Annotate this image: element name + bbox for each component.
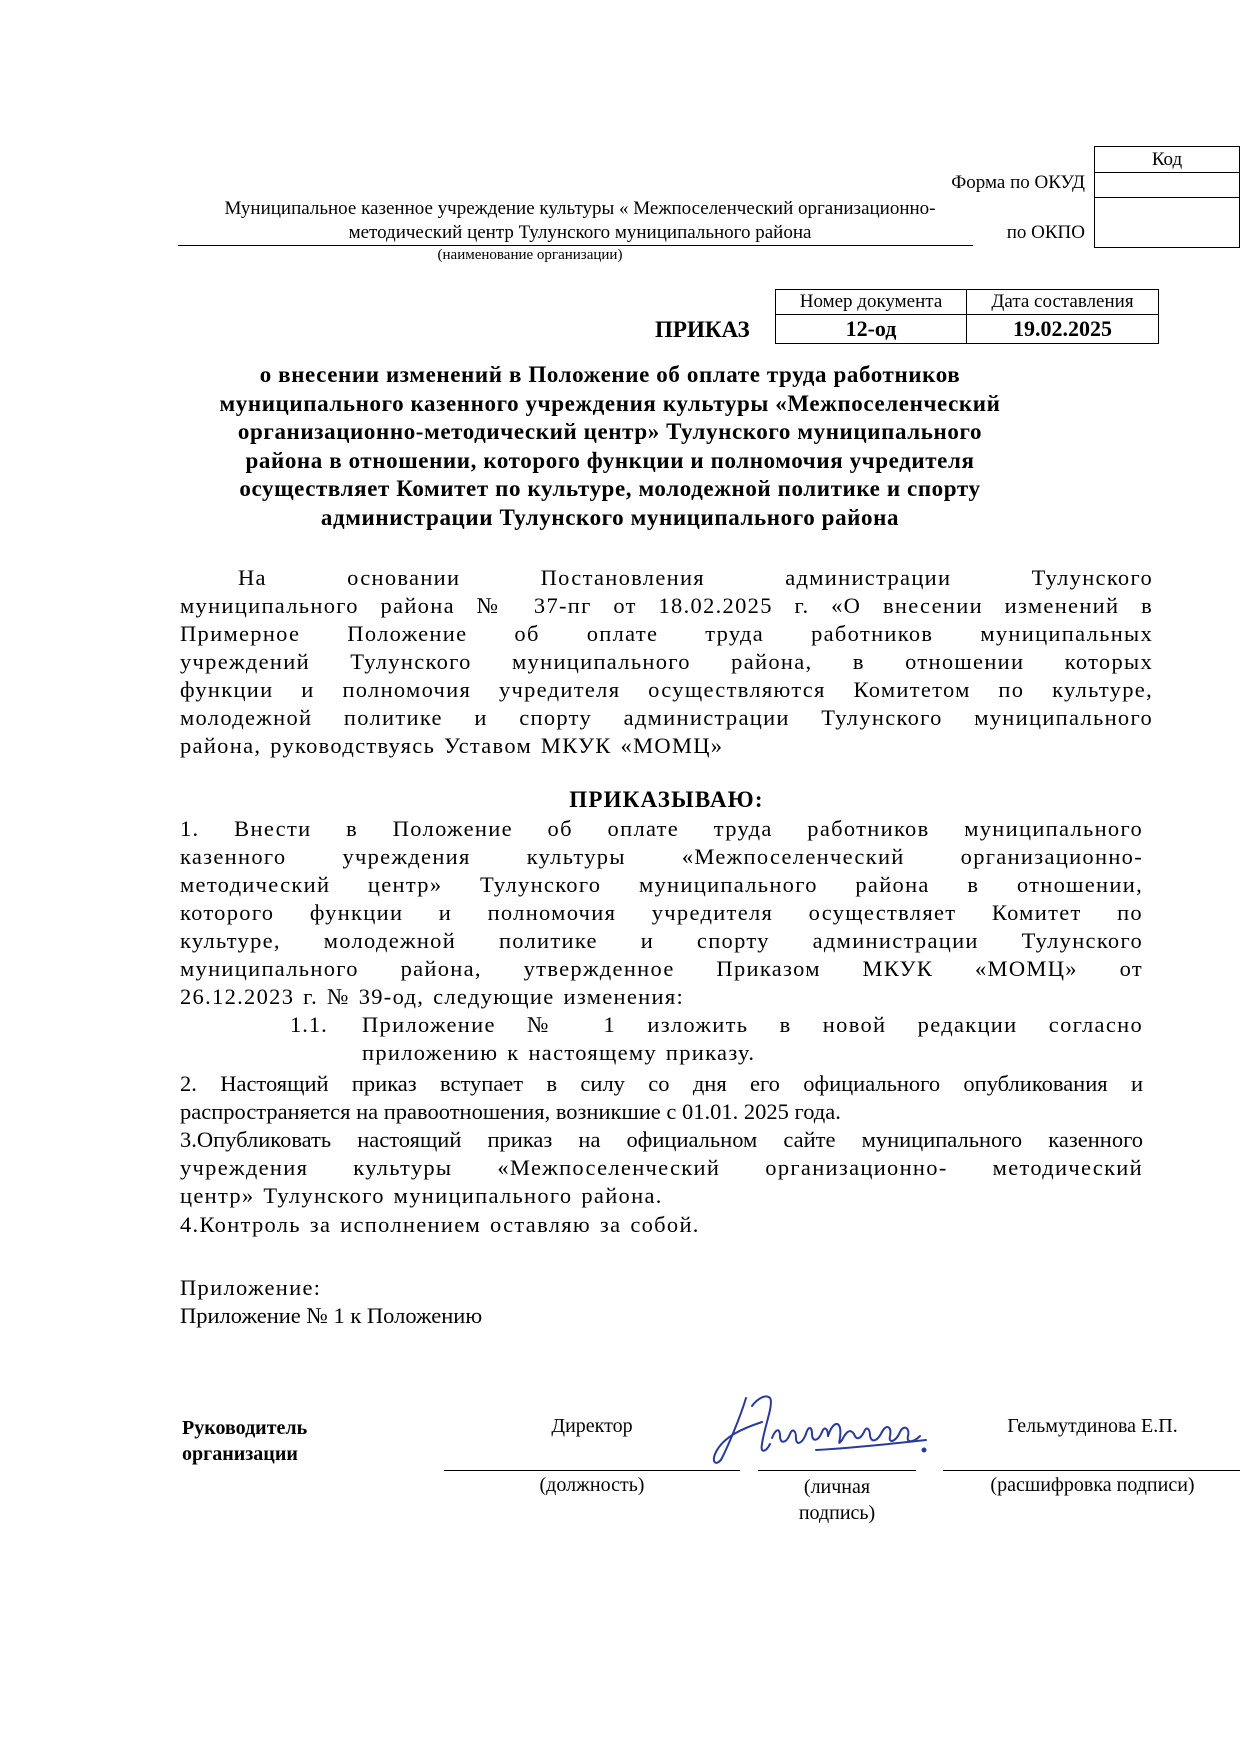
position-line [444, 1470, 740, 1471]
item1-line: казенного учреждения культуры «Межпоселенческий организационно- [180, 844, 1143, 869]
okpo-label: по ОКПО [1006, 222, 1085, 243]
title-line: организационно-методический центр» Тулунского муниципального [237, 419, 983, 444]
doc-number: 12-од [776, 315, 967, 344]
title-line: муниципального казенного учреждения культуры «Межпоселенческий [219, 390, 1001, 416]
item3-line: 3.Опубликовать настоящий приказ на официальном сайте муниципального казенного [180, 1127, 1143, 1152]
doc-number-header: Номер документа [776, 290, 967, 315]
item1-line: которого функции и полномочия учредителя осуществляет Комитет по [180, 900, 1143, 925]
item11-line: Приложение № 1 изложить в новой редакции согласно [362, 1012, 1143, 1037]
handwritten-signature [700, 1388, 950, 1472]
doc-number-table [775, 289, 1159, 344]
attachments-item: Приложение № 1 к Положению [180, 1303, 483, 1328]
caption-position: (должность) [539, 1474, 645, 1496]
caption-signature-line: подпись) [798, 1502, 876, 1524]
preamble-line: учреждений Тулунского муниципального района, в отношении которых [180, 649, 1153, 674]
item2-line: распространяется на правоотношения, возникшие с 01.01. 2025 года. [180, 1099, 841, 1124]
document-title [150, 361, 1070, 532]
item1-line: 26.12.2023 г. № 39-од, следующие изменения: [180, 984, 685, 1009]
order-item-4: 4.Контроль за исполнением оставляю за собой. [180, 1212, 700, 1237]
doc-date-header: Дата составления [967, 290, 1159, 315]
preamble-line: Примерное Положение об оплате труда работников муниципальных [180, 621, 1153, 646]
org-name-caption: (наименование организации) [437, 247, 623, 263]
order-word: ПРИКАЗЫВАЮ: [569, 787, 764, 812]
title-line: района в отношении, которого функции и полномочия учредителя [245, 447, 975, 473]
org-name-underline [178, 245, 973, 246]
caption-name: (расшифровка подписи) [990, 1474, 1195, 1496]
item1-line: методический центр» Тулунского муниципального района в отношении, [180, 872, 1143, 897]
preamble-line: функции и полномочия учредителя осуществляются Комитетом по культуре, [180, 677, 1153, 702]
title-line: о внесении изменений в Положение об оплате труда работников [259, 362, 961, 387]
preamble-line: На основании Постановления администрации Тулунского [238, 565, 1153, 590]
item2-line: 2. Настоящий приказ вступает в силу со дня его официального опубликования и [180, 1071, 1143, 1096]
org-name-line1: Муниципальное казенное учреждение культуры « Межпоселенческий организационно- [224, 198, 936, 219]
item11-number: 1.1. [290, 1012, 328, 1037]
title-line: администрации Тулунского муниципального района [320, 504, 900, 530]
signature-position: Директор [551, 1415, 633, 1437]
okpo-code-cell [1095, 198, 1240, 248]
item1-line: муниципального района, утвержденное Приказом МКУК «МОМЦ» от [180, 956, 1143, 981]
doc-date: 19.02.2025 [967, 315, 1159, 344]
doc-type: ПРИКАЗ [655, 317, 750, 342]
caption-signature-line: (личная [803, 1476, 871, 1498]
signature-head [182, 1415, 307, 1467]
codes-table [1094, 146, 1240, 248]
item1-line: культуре, молодежной политике и спорту администрации Тулунского [180, 928, 1143, 953]
signature-name: Гельмутдинова Е.П. [1007, 1415, 1178, 1437]
codes-header: Код [1095, 147, 1240, 173]
sign-line [758, 1470, 916, 1471]
item1-line: 1. Внести в Положение об оплате труда работников муниципального [180, 816, 1143, 841]
okud-label: Форма по ОКУД [951, 172, 1085, 193]
signature-head-line: Руководитель [182, 1417, 308, 1439]
signature-head-line: организации [182, 1443, 298, 1465]
org-name-line2: методический центр Тулунского муниципального района [348, 222, 812, 243]
name-line [943, 1470, 1240, 1471]
preamble-line: молодежной политике и спорту администрации Тулунского муниципального [180, 705, 1153, 730]
item3-line: центр» Тулунского муниципального района. [180, 1183, 663, 1208]
preamble-line: муниципального района № 37-пг от 18.02.2025 г. «О внесении изменений в [180, 593, 1153, 618]
preamble-line: района, руководствуясь Уставом МКУК «МОМЦ» [180, 733, 724, 758]
okud-code-cell [1095, 173, 1240, 198]
item11-line: приложению к настоящему приказу. [362, 1040, 756, 1065]
caption-signature [758, 1474, 916, 1526]
attachments-label: Приложение: [180, 1275, 322, 1300]
title-line: осуществляет Комитет по культуре, молодежной политике и спорту [239, 476, 981, 501]
item3-line: учреждения культуры «Межпоселенческий организационно- методический [180, 1155, 1143, 1180]
